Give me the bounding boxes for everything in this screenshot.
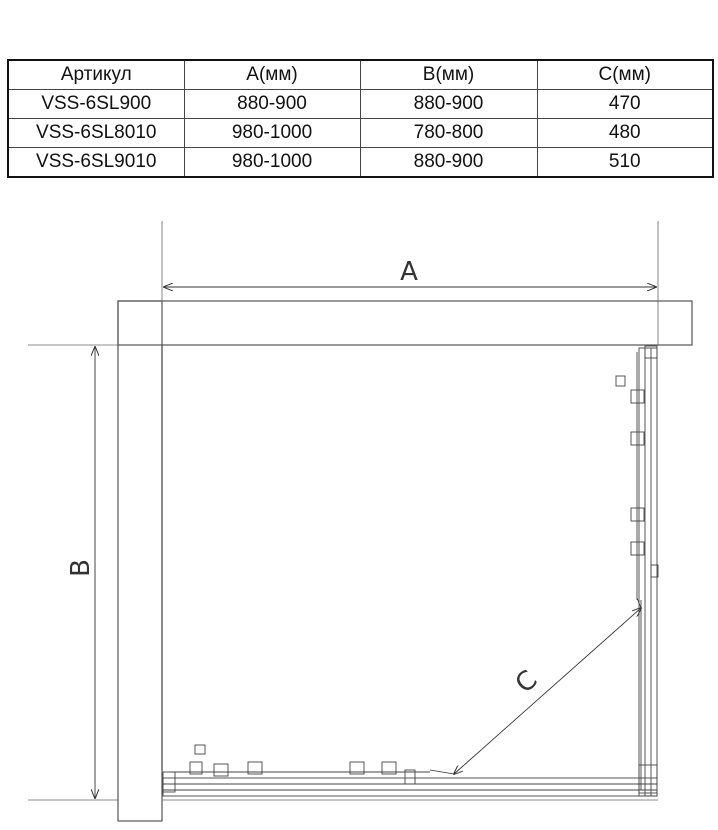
dimension-a (164, 257, 656, 287)
cell-b: 880-900 (360, 90, 537, 119)
cell-article: VSS-6SL8010 (8, 119, 184, 148)
cell-c: 480 (537, 119, 713, 148)
dimension-a-label: A (400, 257, 418, 287)
cell-a: 880-900 (184, 90, 360, 119)
cell-article: VSS-6SL900 (8, 90, 184, 119)
walls (118, 301, 692, 821)
right-panel-frame (639, 348, 657, 796)
roller-icon (631, 508, 644, 521)
left-end-profile (163, 772, 175, 792)
left-wall (118, 301, 162, 821)
extension-lines (28, 221, 658, 800)
header-a: А(мм) (184, 60, 360, 90)
cell-article: VSS-6SL9010 (8, 148, 184, 178)
corner-profile-bottom (639, 765, 657, 793)
handle-icon (195, 745, 205, 754)
roller-icon (631, 432, 644, 445)
right-glass-panel (616, 346, 658, 796)
cell-a: 980-1000 (184, 119, 360, 148)
bottom-glass-panel (163, 745, 657, 796)
cell-c: 470 (537, 90, 713, 119)
cell-c: 510 (537, 148, 713, 178)
cell-a: 980-1000 (184, 148, 360, 178)
header-b: B(мм) (360, 60, 537, 90)
dimension-c-leader (430, 770, 454, 774)
roller-icon (631, 390, 644, 403)
header-article: Артикул (8, 60, 184, 90)
bottom-panel-frame (163, 778, 657, 796)
top-wall (118, 301, 692, 345)
dimension-b (66, 347, 96, 798)
dimension-c (430, 598, 641, 774)
handle-icon (616, 376, 625, 386)
cell-b: 880-900 (360, 148, 537, 178)
roller-icon (631, 542, 644, 555)
roller-icon (214, 764, 228, 776)
dimension-c-line (454, 608, 641, 774)
cell-b: 780-800 (360, 119, 537, 148)
dimension-c-label: C (509, 664, 544, 700)
dimension-b-label: B (66, 559, 96, 577)
header-c: С(мм) (537, 60, 713, 90)
